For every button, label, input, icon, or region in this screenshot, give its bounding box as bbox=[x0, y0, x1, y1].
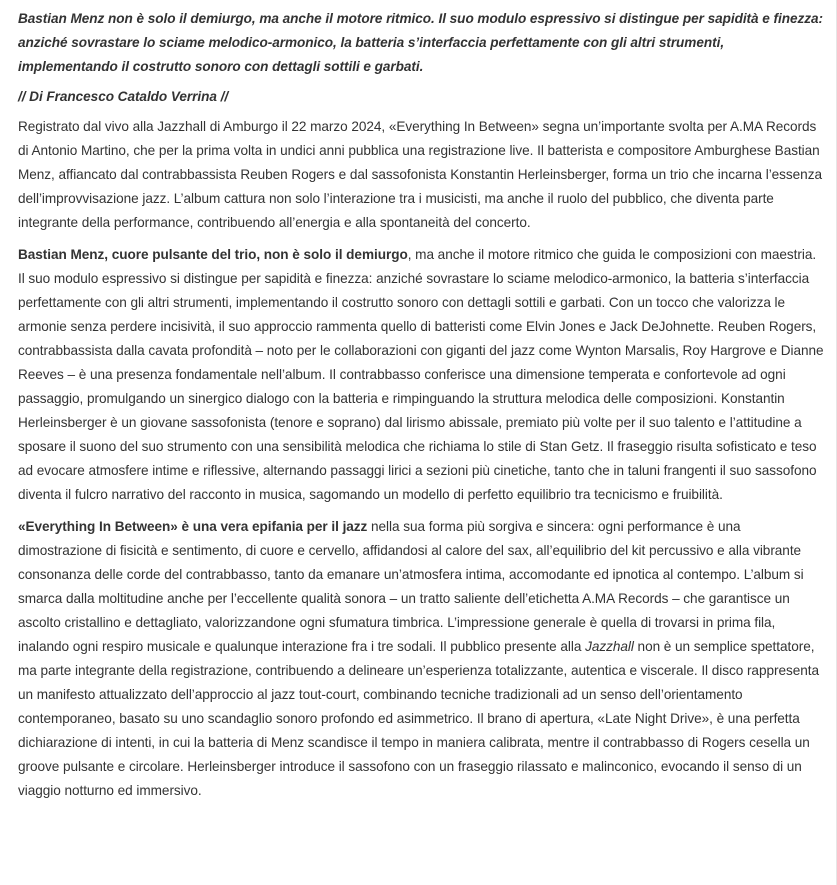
paragraph-album bbox=[18, 515, 824, 803]
article-body bbox=[18, 7, 824, 811]
paragraph-musicians bbox=[18, 243, 824, 507]
paragraph-intro: Registrato dal vivo alla Jazzhall di Amburgo il 22 marzo 2024, «Everything In Between» segna un’importante svolta per A.MA Records di Antonio Martino, che per la prima volta in undici anni pubblica una registrazione live. Il batterista e compositore Amburghese Bastian Menz, affiancato dal contrabbassista Reuben Rogers e dal sassofonista Konstantin Herleinsberger, forma un trio che incarna l’essenza dell’improvvisazione jazz. L’album cattura non solo l’interazione tra i musicisti, ma anche il ruolo del pubblico, che diventa parte integrante della performance, contribuendo all’energia e alla spontaneità del concerto. bbox=[18, 119, 822, 230]
article-byline: // Di Francesco Cataldo Verrina // bbox=[18, 89, 229, 104]
paragraph-musicians-text: , ma anche il motore ritmico che guida le composizioni con maestria. Il suo modulo espressivo si distingue per sapidità e finezza: anziché sovrastare lo sciame melodico-armonico, la batteria s’interfaccia perfettamente con gli altri strumenti, implementando il costrutto sonoro con dettagli sottili e garbati. Con un tocco che valorizza le armonie senza perdere incisività, il suo approccio rammenta quello di batteristi come Elvin Jones e Jack DeJohnette. Reuben Rogers, contrabbassista dalla cavata profondità – noto per le collaborazioni con giganti del jazz come Wynton Marsalis, Roy Hargrove e Dianne Reeves – è una presenza fondamentale nell’album. Il contrabbasso conferisce una dimensione temperata e confortevole ad ogni passaggio, promulgando un sinergico dialogo con la batteria e rimpinguando la struttura melodica delle composizioni. Konstantin Herleinsberger è un giovane sassofonista (tenore e soprano) dal lirismo abissale, premiato più volte per il suo talento e l’attitudine a sposare il suono del suo strumento con una sensibilità melodica che richiama lo stile di Stan Getz. Il fraseggio risulta sofisticato e teso ad evocare atmosfere intime e riflessive, alternando passaggi lirici a sezioni più cinetiche, tanto che in taluni frangenti il suo sassofono diventa il fulcro narrativo del racconto in musica, sagomando un modello di perfetto equilibrio tra tecnicismo e fruibilità. bbox=[18, 247, 824, 502]
venue-name: Jazzhall bbox=[585, 639, 634, 654]
paragraph-album-text-1: nella sua forma più sorgiva e sincera: ogni performance è una dimostrazione di fisicità e sentimento, di cuore e cervello, affidandosi al calore del sax, all’equilibrio del kit percussivo e alla vibrante consonanza delle corde del contrabbasso, tanto da emanare un’atmosfera intima, accomodante ed ipnotica al contempo. L’album si smarca dalla moltitudine anche per l’eccellente qualità sonora – un tratto saliente dell’etichetta A.MA Records – che garantisce un ascolto cristallino e dettagliato, valorizzandone ogni sfumatura timbrica. L’impressione generale è quella di trovarsi in prima fila, inalando ogni respiro musicale e qualunque interazione fra i tre sodali. Il pubblico presente alla bbox=[18, 519, 804, 654]
paragraph-musicians-lead: Bastian Menz, cuore pulsante del trio, non è solo il demiurgo bbox=[18, 247, 408, 262]
paragraph-album-lead: «Everything In Between» è una vera epifania per il jazz bbox=[18, 519, 368, 534]
paragraph-album-text-2: non è un semplice spettatore, ma parte integrante della registrazione, contribuendo a delineare un’esperienza totalizzante, autentica e viscerale. Il disco rappresenta un manifesto attualizzato dell’approccio al jazz tout-court, combinando tecniche tradizionali ad un senso dell’orientamento contemporaneo, basato su uno scandaglio sonoro profondo ed asimmetrico. Il brano di apertura, «Late Night Drive», è una perfetta dichiarazione di intenti, in cui la batteria di Menz scandisce il tempo in maniera calibrata, mentre il contrabbasso di Rogers cesella un groove pulsante e circolare. Herleinsberger introduce il sassofono con un fraseggio rilassato e malinconico, evocando il senso di un viaggio notturno ed immersivo. bbox=[18, 639, 819, 798]
article-lede: Bastian Menz non è solo il demiurgo, ma anche il motore ritmico. Il suo modulo espressivo si distingue per sapidità e finezza: anziché sovrastare lo sciame melodico-armonico, la batteria s’interfaccia perfettamente con gli altri strumenti, implementando il costrutto sonoro con dettagli sottili e garbati. bbox=[18, 11, 823, 74]
